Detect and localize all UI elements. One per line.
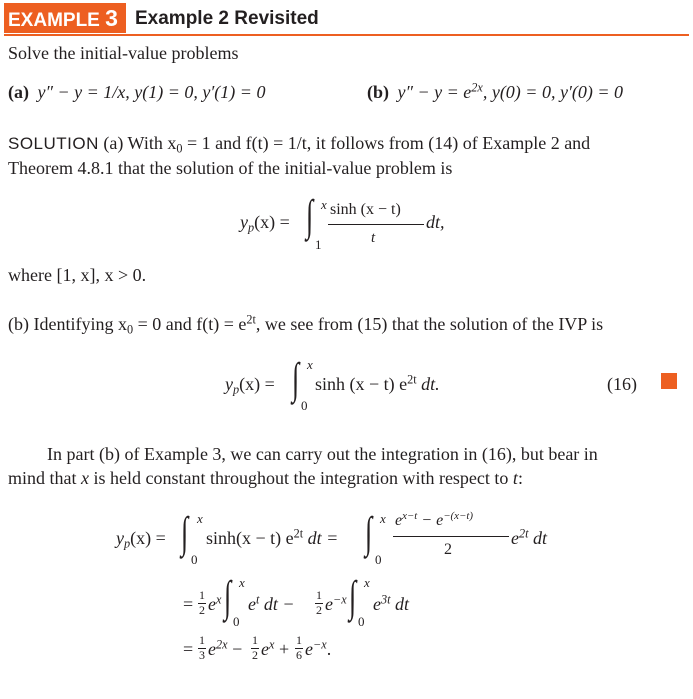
eq-a-lower-limit: 1 bbox=[315, 237, 322, 252]
deriv2-lower-limit: 0 bbox=[233, 614, 240, 629]
eq-b-lhs: $y_p(x)$ = bbox=[225, 374, 275, 397]
example-tag bbox=[4, 3, 126, 33]
part-a-label: (a) bbox=[8, 82, 29, 102]
deriv3-coef2-den: 2 bbox=[252, 648, 258, 662]
eq-b-upper-limit: x bbox=[307, 357, 313, 372]
where-clause: where [1, x], x > 0. bbox=[8, 265, 147, 285]
deriv2-equals: = bbox=[183, 594, 194, 614]
eq-a-dt: dt, bbox=[426, 212, 445, 232]
problem-statement: Solve the initial-value problems bbox=[8, 43, 239, 63]
deriv1-integral-sign: ∫ bbox=[181, 508, 189, 557]
deriv3-coef3-num: 1 bbox=[296, 633, 302, 647]
deriv2-integral-sign: ∫ bbox=[224, 572, 232, 621]
deriv1-lower-limit-2: 0 bbox=[375, 552, 382, 567]
solution-label: SOLUTION bbox=[8, 134, 99, 153]
deriv1-tail: $e^{2t}$ dt bbox=[511, 526, 548, 548]
part-a-equation: y″ − y = 1/x, y(1) = 0, y′(1) = 0 bbox=[37, 82, 266, 102]
deriv2-upper-limit: x bbox=[239, 575, 245, 590]
eq-a-lhs: $y_p(x)$ = bbox=[240, 212, 290, 235]
example-tag-number: 3 bbox=[105, 5, 118, 31]
deriv3-term3: $e^{-x}$. bbox=[305, 637, 332, 659]
deriv3-term2: $e^x$ + bbox=[261, 637, 290, 659]
solution-a-intro: SOLUTION (a) With $x_0 = 1$ and f(t) = 1/t, it follows from (14) of Example 2 and bbox=[8, 133, 591, 156]
deriv1-denominator: 2 bbox=[444, 541, 452, 558]
solution-a-text-2: = 1 and f(t) = 1/t, it follows from (14) of Example 2 and bbox=[182, 133, 591, 153]
eq-a-numerator: sinh (x − t) bbox=[330, 201, 401, 218]
deriv3-coef2-num: 1 bbox=[252, 633, 258, 647]
deriv1-numerator: $e^{x-t} - e^{-(x-t)}$ bbox=[395, 510, 473, 529]
deriv2-coef1-num: 1 bbox=[199, 588, 205, 602]
deriv2-coef1-den: 2 bbox=[199, 603, 205, 617]
deriv1-upper-limit-2: x bbox=[380, 511, 386, 526]
eq-a-denominator: t bbox=[371, 230, 376, 246]
deriv2-lower-limit-2: 0 bbox=[358, 614, 365, 629]
eq-b-integral-sign: ∫ bbox=[292, 354, 300, 403]
eq-b-body: sinh (x − t) $e^{2t}$ dt. bbox=[315, 372, 440, 394]
deriv1-lower-limit: 0 bbox=[191, 552, 198, 567]
deriv2-coef2-num: 1 bbox=[316, 588, 322, 602]
eq-a-integral-sign: ∫ bbox=[306, 191, 314, 240]
eq-b-lower-limit: 0 bbox=[301, 398, 308, 413]
eq-a-fraction-bar bbox=[328, 224, 424, 225]
eq-b-number: (16) bbox=[607, 374, 637, 394]
deriv3-equals: = bbox=[183, 639, 194, 659]
problem-part-b bbox=[367, 82, 623, 103]
deriv3-coef1-num: 1 bbox=[199, 633, 205, 647]
solution-a-text-1: (a) With x bbox=[103, 133, 177, 153]
deriv2-upper-limit-2: x bbox=[364, 575, 370, 590]
end-of-example-square bbox=[661, 373, 677, 389]
deriv1-lhs: $y_p(x)$ = bbox=[116, 528, 166, 551]
continuation-line2: mind that x is held constant throughout the integration with respect to t: bbox=[8, 468, 523, 488]
eq-a-upper-limit: x bbox=[321, 197, 327, 212]
deriv1-upper-limit: x bbox=[197, 511, 203, 526]
part-b-equation: $y'' - y = e^{2x}$, y(0) = 0, y′(0) = 0 bbox=[397, 80, 624, 102]
solution-a-line2: Theorem 4.8.1 that the solution of the initial-value problem is bbox=[8, 158, 453, 178]
deriv2-exp1: $e^x$ bbox=[208, 592, 222, 614]
continuation-line1: In part (b) of Example 3, we can carry out the integration in (16), but bear in bbox=[47, 444, 598, 464]
deriv1-integral-sign-2: ∫ bbox=[365, 508, 373, 557]
deriv3-coef3-den: 6 bbox=[296, 648, 302, 662]
example-tag-word: EXAMPLE bbox=[8, 10, 100, 31]
example-header bbox=[4, 3, 689, 36]
solution-b-intro: (b) Identifying $x_0 = 0$ and $f(t) = e^{2t}$, we see from (15) that the solution of the IVP is bbox=[8, 312, 604, 337]
part-b-label: (b) bbox=[367, 82, 389, 102]
deriv2-body1: $e^t$ dt − bbox=[248, 592, 295, 614]
example-title: Example 2 Revisited bbox=[135, 8, 319, 29]
deriv2-exp2: $e^{-x}$ bbox=[325, 592, 347, 614]
deriv3-coef1-den: 3 bbox=[199, 648, 205, 662]
deriv1-body: sinh(x − t) $e^{2t}$ dt = bbox=[206, 526, 339, 548]
problem-part-a bbox=[8, 82, 265, 103]
deriv2-coef2-den: 2 bbox=[316, 603, 322, 617]
deriv1-fraction-bar bbox=[393, 536, 509, 537]
deriv3-term1: $e^{2x}$ − bbox=[208, 637, 243, 659]
deriv2-integral-sign-2: ∫ bbox=[349, 572, 357, 621]
deriv2-body2: $e^{3t}$ dt bbox=[373, 592, 410, 614]
